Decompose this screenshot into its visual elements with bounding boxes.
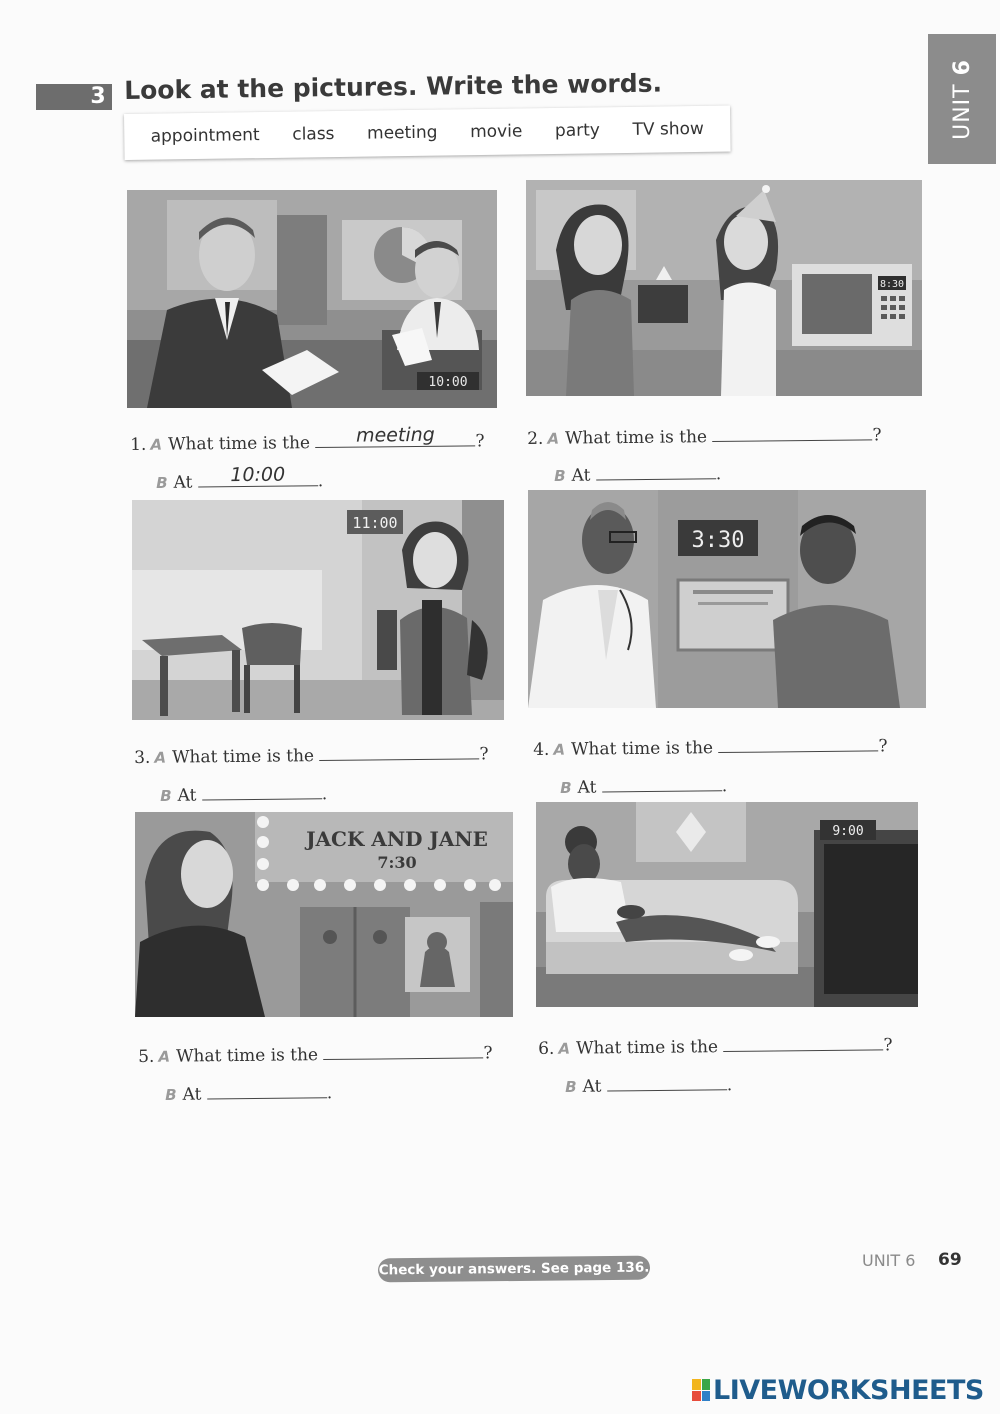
picture-tv-show bbox=[536, 802, 918, 1007]
page-number: 69 bbox=[938, 1250, 962, 1270]
item-number: 4. bbox=[533, 739, 550, 760]
movie-marquee-time: 7:30 bbox=[377, 853, 417, 872]
period: . bbox=[326, 1083, 333, 1104]
check-answers-note: Check your answers. See page 136. bbox=[378, 1256, 650, 1283]
exercise-title: Look at the pictures. Write the words. bbox=[124, 68, 663, 105]
unit-tab-label bbox=[928, 34, 996, 164]
word-bank-item: party bbox=[554, 120, 601, 141]
question-text: What time is the bbox=[564, 427, 708, 449]
question-text: What time is the bbox=[167, 433, 311, 455]
answer-text bbox=[602, 790, 722, 791]
speaker-b-label: B bbox=[165, 1085, 177, 1104]
picture-class bbox=[132, 500, 504, 720]
answer-blank-6-a[interactable] bbox=[723, 1028, 883, 1052]
question-mark: ? bbox=[878, 736, 888, 757]
question-5-a bbox=[138, 1036, 493, 1067]
question-text: What time is the bbox=[175, 1045, 319, 1067]
answer-blank-2-b[interactable] bbox=[596, 457, 716, 480]
answer-blank-6-b[interactable] bbox=[607, 1068, 727, 1091]
speaker-b-label: B bbox=[160, 786, 172, 805]
liveworksheets-logo[interactable] bbox=[692, 1374, 992, 1406]
question-text: What time is the bbox=[171, 746, 315, 768]
answer-text bbox=[719, 750, 879, 752]
question-mark: ? bbox=[483, 1043, 493, 1064]
period: . bbox=[721, 776, 728, 797]
picture-party bbox=[526, 180, 922, 396]
answer-blank-3-a[interactable] bbox=[319, 737, 479, 761]
answer-text bbox=[202, 798, 322, 799]
answer-prefix: At bbox=[182, 1084, 202, 1105]
answer-text bbox=[320, 758, 480, 760]
word-bank-item: meeting bbox=[366, 122, 438, 144]
speaker-a-label: A bbox=[154, 748, 167, 767]
logo-square bbox=[702, 1391, 711, 1402]
question-2-b bbox=[550, 457, 721, 486]
word-bank-item: appointment bbox=[150, 125, 260, 147]
answer-blank-5-a[interactable] bbox=[323, 1036, 483, 1060]
item-number: 2. bbox=[527, 428, 544, 449]
picture-appointment bbox=[528, 490, 926, 708]
logo-square bbox=[702, 1379, 711, 1390]
answer-blank-2-a[interactable] bbox=[712, 418, 872, 442]
picture-meeting bbox=[127, 190, 497, 408]
item-number: 5. bbox=[138, 1046, 155, 1067]
speaker-a-label: A bbox=[558, 1039, 571, 1058]
answer-blank-4-a[interactable] bbox=[718, 729, 878, 753]
item-number: 6. bbox=[538, 1038, 555, 1059]
question-mark: ? bbox=[872, 425, 882, 446]
word-bank-item: movie bbox=[470, 121, 523, 143]
exercise-number: 3 bbox=[90, 84, 106, 109]
question-6-b bbox=[561, 1068, 732, 1097]
picture-movie bbox=[135, 812, 513, 1017]
clock-display: 8:30 bbox=[879, 279, 905, 290]
clock-display: 11:00 bbox=[352, 514, 398, 532]
speaker-a-label: A bbox=[553, 740, 566, 759]
period: . bbox=[715, 464, 722, 485]
question-6-a bbox=[538, 1028, 893, 1059]
period: . bbox=[726, 1075, 733, 1096]
answer-blank-3-b[interactable] bbox=[202, 777, 322, 800]
speaker-b-label: B bbox=[554, 466, 566, 485]
question-1-a bbox=[130, 424, 485, 455]
clock-display: 3:30 bbox=[691, 528, 745, 553]
speaker-b-label: B bbox=[156, 473, 168, 492]
movie-marquee-title: JACK AND JANE bbox=[306, 827, 488, 851]
speaker-a-label: A bbox=[158, 1047, 171, 1066]
question-3-b bbox=[156, 777, 327, 806]
answer-prefix: At bbox=[582, 1076, 602, 1097]
logo-square bbox=[692, 1379, 701, 1390]
clock-display: 10:00 bbox=[428, 375, 468, 390]
question-text: What time is the bbox=[570, 738, 714, 760]
question-1-b bbox=[152, 464, 323, 493]
answer-text bbox=[724, 1049, 884, 1051]
answer-text bbox=[324, 1057, 484, 1059]
answer-text bbox=[207, 1097, 327, 1098]
answer-blank-5-b[interactable] bbox=[207, 1076, 327, 1099]
speaker-a-label: A bbox=[150, 435, 163, 454]
period: . bbox=[317, 471, 324, 492]
answer-blank-1-b[interactable] bbox=[198, 464, 318, 487]
question-mark: ? bbox=[475, 431, 485, 452]
question-2-a bbox=[527, 418, 882, 449]
period: . bbox=[321, 784, 328, 805]
question-mark: ? bbox=[883, 1035, 893, 1056]
answer-text bbox=[607, 1089, 727, 1090]
answer-text bbox=[596, 478, 716, 479]
unit-tab-word: UNIT bbox=[949, 82, 975, 140]
question-5-b bbox=[161, 1076, 332, 1105]
unit-tab-number: 6 bbox=[949, 58, 975, 75]
item-number: 3. bbox=[134, 747, 151, 768]
answer-text: meeting bbox=[355, 423, 435, 447]
word-bank-item: TV show bbox=[632, 118, 705, 140]
word-bank-item: class bbox=[292, 124, 335, 145]
footer-unit: UNIT 6 bbox=[862, 1251, 916, 1270]
answer-prefix: At bbox=[177, 785, 197, 806]
clock-display: 9:00 bbox=[832, 824, 864, 839]
word-bank bbox=[124, 106, 731, 160]
brand-name: LIVEWORKSHEETS bbox=[713, 1374, 984, 1406]
speaker-a-label: A bbox=[547, 429, 560, 448]
logo-square bbox=[692, 1391, 701, 1402]
speaker-b-label: B bbox=[560, 778, 572, 797]
answer-text: 10:00 bbox=[230, 463, 286, 487]
answer-text bbox=[713, 439, 873, 441]
answer-blank-1-a[interactable] bbox=[315, 424, 475, 448]
answer-prefix: At bbox=[577, 777, 597, 798]
question-mark: ? bbox=[479, 744, 489, 765]
question-4-a bbox=[533, 729, 888, 760]
question-text: What time is the bbox=[575, 1037, 719, 1059]
question-4-b bbox=[556, 769, 727, 798]
answer-prefix: At bbox=[571, 465, 591, 486]
item-number: 1. bbox=[130, 434, 147, 455]
answer-prefix: At bbox=[173, 472, 193, 493]
speaker-b-label: B bbox=[565, 1077, 577, 1096]
logo-squares-icon bbox=[692, 1379, 710, 1401]
answer-blank-4-b[interactable] bbox=[602, 769, 722, 792]
question-3-a bbox=[134, 737, 489, 768]
